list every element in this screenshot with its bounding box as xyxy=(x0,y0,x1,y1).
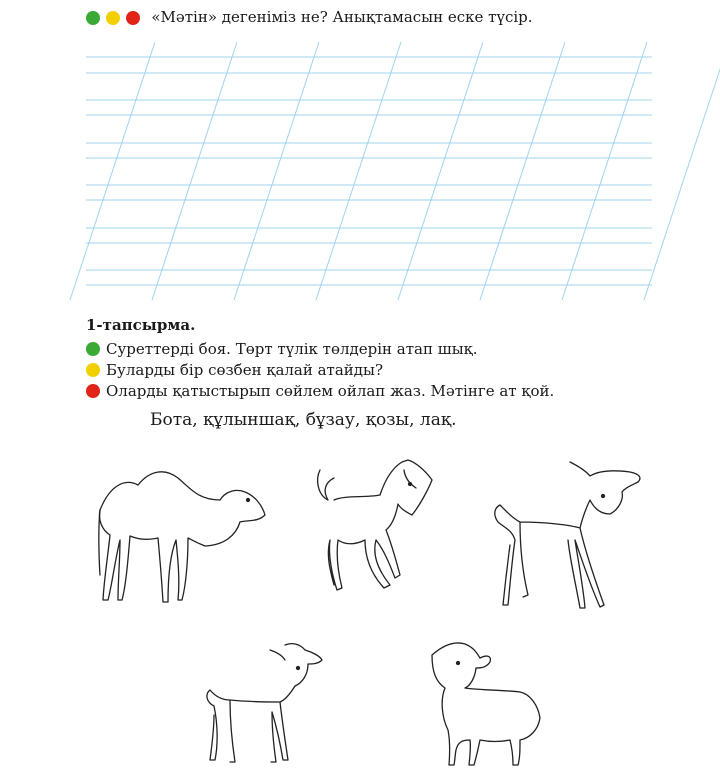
answer-words: Бота, құлыншақ, бұзау, қозы, лақ. xyxy=(150,410,457,430)
task-item-3 xyxy=(86,382,554,400)
green-dot-icon xyxy=(86,342,100,356)
task-item-text: Буларды бір сөзбен қалай атайды? xyxy=(106,361,384,379)
camel-calf-illustration xyxy=(99,472,265,602)
calf-illustration xyxy=(495,462,640,608)
task-item-text: Оларды қатыстырып сөйлем ойлап жаз. Мәтінге ат қой. xyxy=(106,382,555,400)
ruling-line-slant xyxy=(152,42,237,300)
ruling-line-slant xyxy=(562,42,647,300)
ruling-line-slant xyxy=(644,42,720,300)
ruling-line-slant xyxy=(398,42,483,300)
ruling-line-slant xyxy=(316,42,401,300)
ruling-line-slant xyxy=(234,42,319,300)
yellow-dot-icon xyxy=(86,363,100,377)
ruling-line-slant xyxy=(480,42,565,300)
goat-kid-illustration xyxy=(207,644,322,762)
task-item-2 xyxy=(86,361,383,379)
red-dot-icon xyxy=(86,384,100,398)
task-item-text: Суреттерді боя. Төрт түлік төлдерін атап шық. xyxy=(106,340,478,358)
writing-lines[interactable] xyxy=(0,0,720,310)
ruling-line-slant xyxy=(70,42,155,300)
animal-illustrations xyxy=(0,440,720,780)
question-text: «Мәтін» дегеніміз не? Анықтамасын еске түсір. xyxy=(151,8,533,26)
task-title: 1-тапсырма. xyxy=(86,316,196,334)
task-item-1 xyxy=(86,340,478,358)
foal-illustration xyxy=(318,460,432,590)
lamb-illustration xyxy=(432,643,540,765)
